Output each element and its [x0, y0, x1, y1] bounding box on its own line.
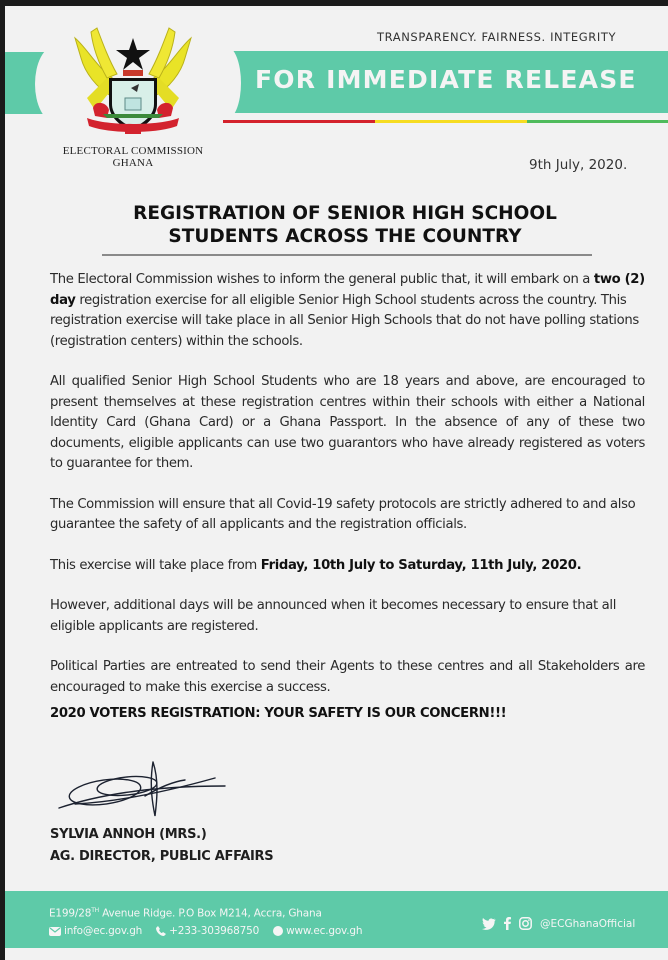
release-body	[50, 270, 645, 745]
address-prefix: E199/28	[49, 907, 92, 920]
signatory	[50, 824, 273, 868]
address-rest: Avenue Ridge. P.O Box M214, Accra, Ghana	[98, 907, 322, 920]
signatory-position: AG. DIRECTOR, PUBLIC AFFAIRS	[50, 849, 274, 864]
footer-phone[interactable]	[156, 925, 259, 937]
flag-stripe-green	[527, 120, 668, 123]
paragraph-4	[50, 556, 645, 577]
flag-stripe-red	[223, 120, 375, 123]
org-name-line1: ELECTORAL COMMISSION	[62, 145, 204, 157]
coat-of-arms-icon	[67, 18, 199, 138]
title-line-2: STUDENTS ACROSS THE COUNTRY	[168, 226, 522, 247]
press-release-page	[5, 6, 668, 960]
website-text[interactable]: www.ec.gov.gh	[286, 925, 363, 937]
p4-text-before: This exercise will take place from	[50, 557, 261, 573]
title-line-1: REGISTRATION OF SENIOR HIGH SCHOOL	[133, 203, 557, 224]
release-banner-curve	[211, 46, 241, 120]
release-title: FOR IMMEDIATE RELEASE	[255, 65, 637, 94]
signatory-name: SYLVIA ANNOH (MRS.)	[50, 827, 207, 842]
flag-stripe-yellow	[375, 120, 527, 123]
left-band-curve	[35, 46, 75, 122]
paragraph-3: The Commission will ensure that all Covid-19 safety protocols are strictly adhered to and also guarantee the safety of all applicants and the registration officials.	[50, 496, 636, 532]
slogan: 2020 VOTERS REGISTRATION: YOUR SAFETY IS OUR CONCERN!!!	[50, 706, 507, 721]
document-title	[85, 202, 605, 248]
phone-icon	[156, 926, 166, 936]
p4-bold-dates: Friday, 10th July to Saturday, 11th July, 2020.	[260, 557, 582, 573]
tagline: TRANSPARENCY. FAIRNESS. INTEGRITY	[377, 30, 617, 44]
mail-icon	[49, 927, 61, 936]
organization-name	[58, 145, 208, 169]
org-name-line2: GHANA	[112, 157, 154, 169]
p1-text-after: registration exercise for all eligible Senior High School students across the country. This registration exercise will take place in all Senior High Schools that do not have polling stations (registration centers) within the schools.	[50, 292, 639, 349]
footer-contacts	[49, 925, 362, 937]
title-divider	[102, 254, 592, 256]
footer-website[interactable]	[273, 925, 362, 937]
footer-email[interactable]	[49, 925, 142, 937]
paragraph-6: Political Parties are entreated to send their Agents to these centres and all Stakeholders are encouraged to make this exercise a success.	[50, 659, 645, 695]
twitter-icon[interactable]	[482, 918, 496, 930]
signature-icon	[55, 756, 245, 826]
paragraph-2: All qualified Senior High School Students who are 18 years and above, are encouraged to present themselves at these registration centres within their schools with either a National Identity Card (Ghana Card) or a Ghana Passport. In the absence of any of these two documents, eligible applicants can use two guarantors who have already registered as voters to guarantee for them.	[50, 374, 645, 471]
phone-text[interactable]: +233-303968750	[169, 925, 260, 937]
paragraph-5: However, additional days will be announced when it becomes necessary to ensure that all eligible applicants are registered.	[50, 598, 617, 634]
instagram-icon[interactable]	[519, 917, 532, 930]
footer-social	[482, 917, 635, 930]
email-text[interactable]: info@ec.gov.gh	[64, 925, 143, 937]
address-sup: TH	[91, 907, 99, 914]
facebook-icon[interactable]	[504, 917, 511, 930]
globe-icon	[273, 926, 283, 936]
social-handle[interactable]: @ECGhanaOfficial	[540, 917, 636, 930]
p1-text-before: The Electoral Commission wishes to inform the general public that, it will embark on a	[50, 272, 594, 287]
paragraph-1	[50, 270, 645, 352]
footer-address	[49, 907, 322, 920]
release-date: 9th July, 2020.	[529, 157, 628, 173]
p1-bold-duration: two (2) day	[50, 272, 645, 308]
footer	[5, 891, 668, 948]
